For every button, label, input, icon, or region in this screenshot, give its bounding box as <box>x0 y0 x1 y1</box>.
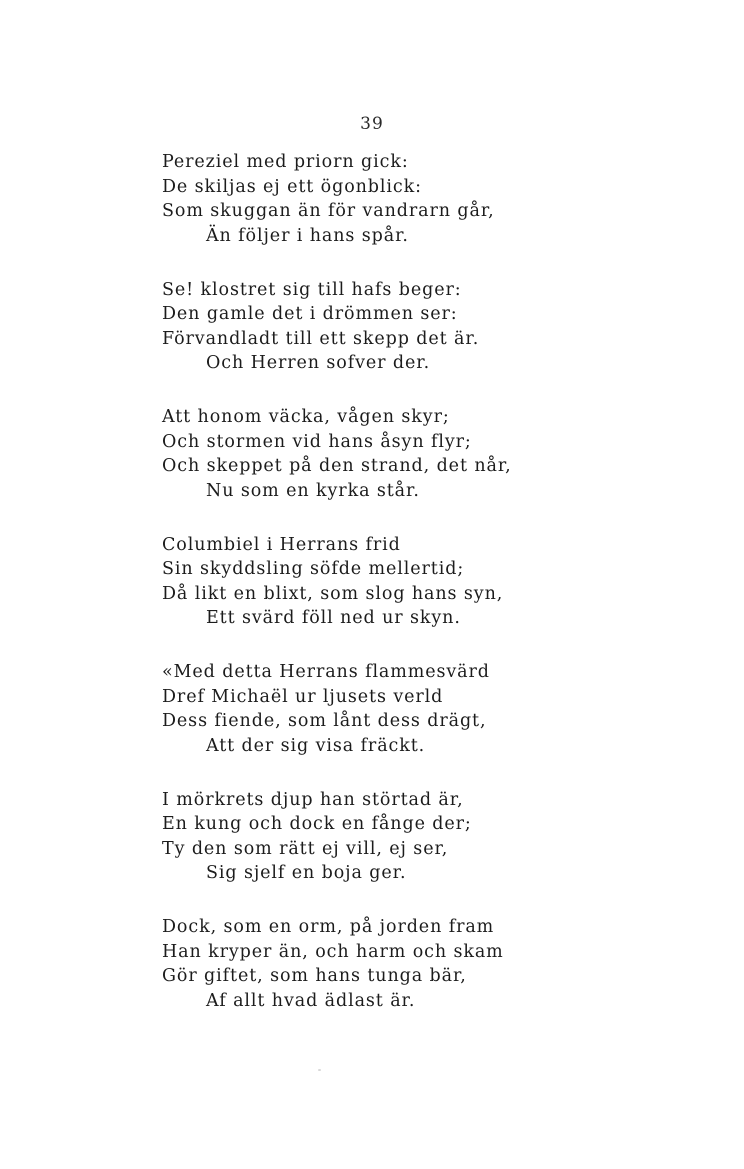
verse-line: Dock, som en orm, på jorden fram <box>162 917 495 937</box>
verse-line: Som skuggan än för vandrarn går, <box>162 201 495 221</box>
stanza-4 <box>162 533 562 631</box>
stanza-5 <box>162 660 562 758</box>
verse-line: Den gamle det i drömmen ser: <box>162 304 458 324</box>
verse-line-indented: Och Herren sofver der. <box>206 353 431 373</box>
verse-line: Då likt en blixt, som slog hans syn, <box>162 583 504 604</box>
verse-line-indented: Ett svärd föll ned ur skyn. <box>206 608 461 628</box>
verse-line: Och stormen vid hans åsyn flyr; <box>162 431 472 452</box>
stanza-7 <box>162 915 562 1013</box>
verse-line: Sin skyddsling söfde mellertid; <box>162 559 465 579</box>
verse-line: Dref Michaël ur ljusets verld <box>162 686 444 707</box>
poem <box>162 150 562 1043</box>
verse-line: Och skeppet på den strand, det når, <box>162 456 512 476</box>
verse-line: Att honom väcka, vågen skyr; <box>162 407 450 427</box>
verse-line-indented: Sig sjelf en boja ger. <box>206 863 407 883</box>
verse-line: Columbiel i Herrans frid <box>162 534 401 555</box>
verse-line: Se! klostret sig till hafs beger: <box>162 279 462 300</box>
verse-line: «Med detta Herrans flammesvärd <box>162 662 490 682</box>
verse-line: Dess fiende, som lånt dess drägt, <box>162 711 487 731</box>
verse-line-indented: Nu som en kyrka står. <box>206 480 420 501</box>
verse-line-indented: Att der sig visa fräckt. <box>206 735 426 756</box>
verse-line: Ty den som rätt ej vill, ej ser, <box>162 838 449 859</box>
stanza-3 <box>162 405 562 503</box>
verse-line: De skiljas ej ett ögonblick: <box>162 176 422 197</box>
verse-line: I mörkrets djup han störtad är, <box>162 789 464 810</box>
verse-line-indented: Än följer i hans spår. <box>206 225 409 246</box>
paper-speck <box>318 1069 321 1071</box>
verse-line: En kung och dock en fånge der; <box>162 814 472 834</box>
verse-line: Han kryper än, och harm och skam <box>162 941 504 962</box>
stanza-2 <box>162 278 562 376</box>
verse-line: Förvandladt till ett skepp det är. <box>162 328 480 349</box>
verse-line: Gör giftet, som hans tunga bär, <box>162 966 467 986</box>
page-number: 39 <box>360 114 384 134</box>
verse-line-indented: Af allt hvad ädlast är. <box>206 990 416 1011</box>
stanza-6 <box>162 788 562 886</box>
verse-line: Pereziel med priorn gick: <box>162 152 409 172</box>
stanza-1 <box>162 150 562 248</box>
